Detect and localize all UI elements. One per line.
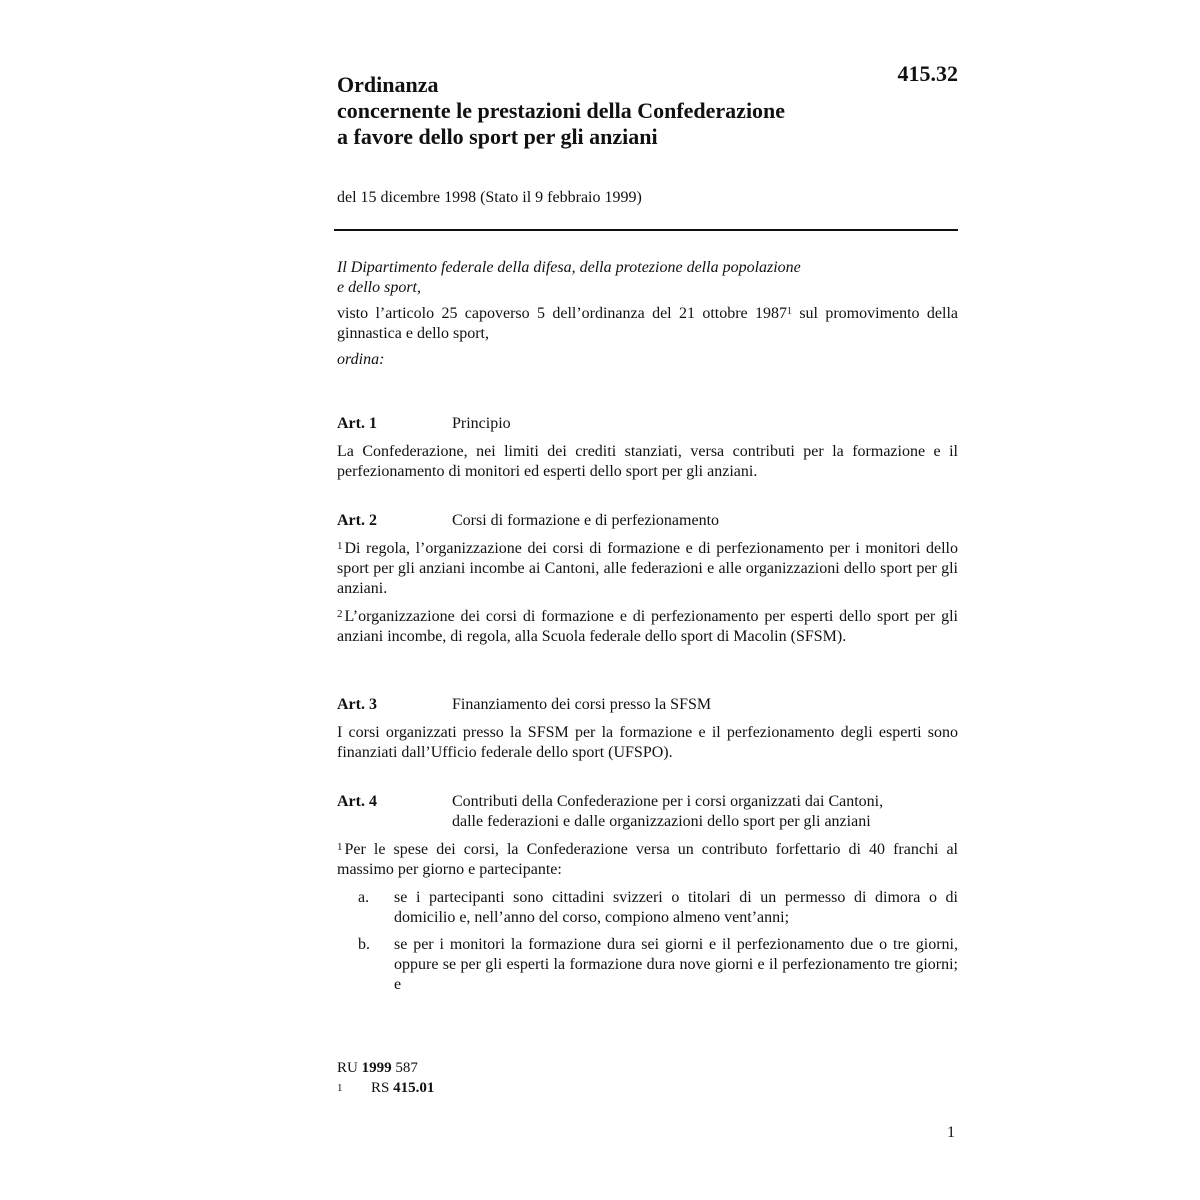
document-title bbox=[337, 72, 785, 150]
article-2-heading bbox=[337, 511, 958, 531]
article-3-paragraph-text: I corsi organizzati presso la SFSM per la formazione e il perfezionamento degli esperti sono finanziati dall’Ufficio federale dello sport (UFSPO). bbox=[337, 724, 958, 761]
article-1-paragraph bbox=[337, 442, 958, 482]
footnote-1-text bbox=[371, 1078, 434, 1098]
ru-page: 587 bbox=[391, 1060, 418, 1076]
ordina-label: ordina: bbox=[337, 351, 385, 368]
footnotes bbox=[337, 1058, 434, 1098]
article-1-heading bbox=[337, 414, 958, 434]
list-item-text: se i partecipanti sono cittadini svizzeri o titolari di un permesso di dimora o di domicilio e, nell’anno del corso, compiono almeno vent’anni; bbox=[394, 889, 958, 926]
list-item-a bbox=[337, 888, 958, 928]
article-1-number: Art. 1 bbox=[337, 415, 377, 432]
article-4-title-line-2: dalle federazioni e dalle organizzazioni dello sport per gli anziani bbox=[452, 813, 871, 830]
list-item-b bbox=[337, 935, 958, 995]
sr-number: 415.32 bbox=[897, 61, 958, 86]
article-4-paragraph-1-text: Per le spese dei corsi, la Confederazione versa un contributo forfettario di 40 franchi al massimo per giorno e partecipante: bbox=[337, 841, 958, 878]
footnote-1-mark: 1 bbox=[337, 1082, 343, 1094]
header-divider bbox=[334, 229, 958, 231]
title-line-1: Ordinanza bbox=[337, 72, 439, 97]
list-letter: b. bbox=[358, 936, 370, 953]
article-3 bbox=[337, 695, 958, 771]
ru-prefix: RU bbox=[337, 1060, 362, 1076]
article-4-paragraph-1 bbox=[337, 840, 958, 880]
article-2-title: Corsi di formazione e di perfezionamento bbox=[452, 512, 720, 529]
article-1-paragraph-text: La Confederazione, nei limiti dei crediti stanziati, versa contributi per la formazione e il perfezionamento di monitori ed esperti dello sport per gli anziani. bbox=[337, 443, 958, 480]
article-3-title: Finanziamento dei corsi presso la SFSM bbox=[452, 696, 712, 713]
authority-line-2: e dello sport, bbox=[337, 279, 421, 296]
article-1-title: Principio bbox=[452, 415, 511, 432]
list-item-text: se per i monitori la formazione dura sei giorni e il perfezionamento due o tre giorni, oppure se per gli esperti la formazione dura nove giorni e il perfezionamento tre giorni; e bbox=[394, 936, 958, 993]
article-2-paragraph-2 bbox=[337, 607, 958, 647]
ru-reference bbox=[337, 1058, 434, 1078]
article-2-paragraph-1 bbox=[337, 539, 958, 599]
footnote-1 bbox=[337, 1078, 434, 1098]
article-4-title bbox=[452, 792, 958, 832]
page-number: 1 bbox=[947, 1124, 955, 1141]
authority-line-1: Il Dipartimento federale della difesa, della protezione della popolazione bbox=[337, 259, 801, 276]
visto-text-before: visto l’articolo 25 capoverso 5 dell’ordinanza del 21 ottobre 1987 bbox=[337, 305, 787, 322]
article-3-paragraph bbox=[337, 723, 958, 763]
date-line: del 15 dicembre 1998 (Stato il 9 febbraio 1999) bbox=[337, 189, 642, 206]
article-1 bbox=[337, 414, 958, 490]
title-line-3: a favore dello sport per gli anziani bbox=[337, 124, 658, 149]
article-4 bbox=[337, 792, 958, 1002]
preamble bbox=[337, 258, 958, 370]
article-2-paragraph-2-text: L’organizzazione dei corsi di formazione e di perfezionamento per esperti dello sport per gli anziani incombe, di regola, alla Scuola federale dello sport di Macolin (SFSM). bbox=[337, 608, 958, 645]
article-4-title-line-1: Contributi della Confederazione per i corsi organizzati dai Cantoni, bbox=[452, 793, 884, 810]
article-2-paragraph-1-text: Di regola, l’organizzazione dei corsi di formazione e di perfezionamento per i monitori dello sport per gli anziani incombe ai Cantoni, alle federazioni e alle organizzazioni dello sport per gli anziani. bbox=[337, 540, 958, 597]
paragraph-number: 2 bbox=[337, 608, 343, 620]
article-3-heading bbox=[337, 695, 958, 715]
footnote-ref-1[interactable]: 1 bbox=[786, 306, 792, 317]
footnote-1-prefix: RS bbox=[371, 1080, 394, 1096]
visto-text-after: sul promovimento della ginnastica e dello sport, bbox=[337, 305, 958, 342]
title-line-2: concernente le prestazioni della Confederazione bbox=[337, 98, 786, 123]
article-3-number: Art. 3 bbox=[337, 696, 377, 713]
visto-clause bbox=[337, 304, 958, 344]
article-4-heading bbox=[337, 792, 958, 832]
footnote-1-number: 415.01 bbox=[393, 1080, 435, 1096]
list-letter: a. bbox=[358, 889, 370, 906]
article-2-number: Art. 2 bbox=[337, 512, 377, 529]
article-4-number: Art. 4 bbox=[337, 793, 377, 810]
paragraph-number: 1 bbox=[337, 540, 343, 552]
paragraph-number: 1 bbox=[337, 841, 343, 853]
article-2 bbox=[337, 511, 958, 655]
ru-year: 1999 bbox=[361, 1060, 392, 1076]
